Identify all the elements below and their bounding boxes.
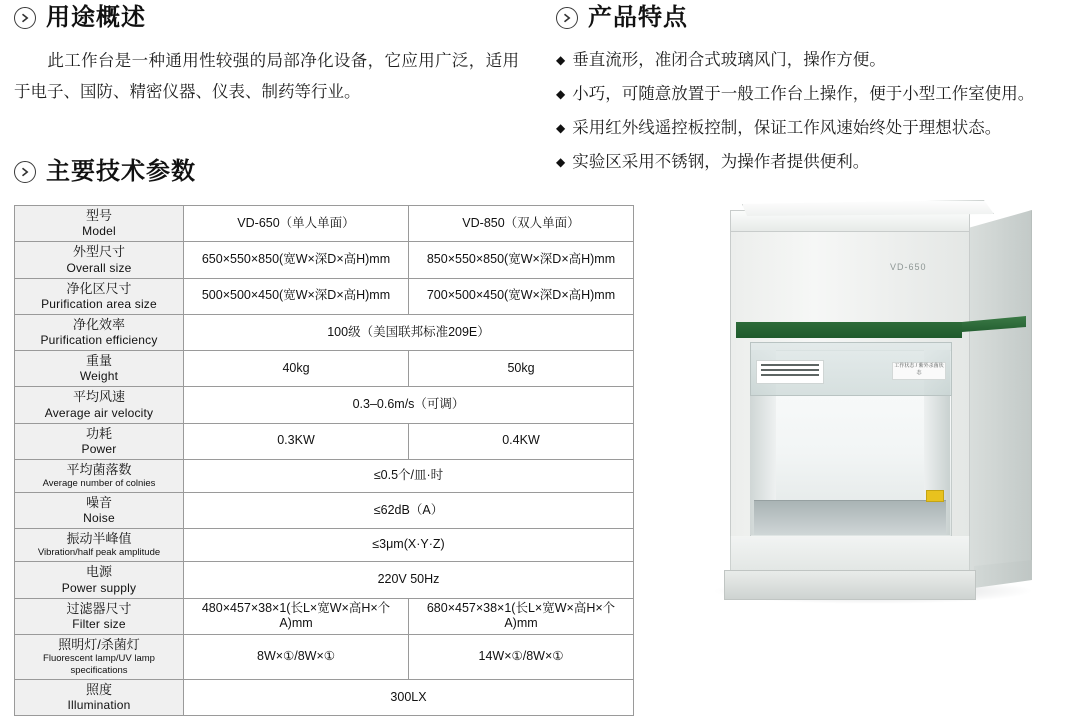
row-label-cn: 照明灯/杀菌灯: [58, 636, 140, 652]
table-row: [15, 278, 634, 314]
overview-title: 用途概述: [46, 4, 146, 31]
feature-text: 小巧，可随意放置于一般工作台上操作，便于小型工作室使用。: [572, 85, 1035, 103]
feature-text: 垂直流形，准闭合式玻璃风门，操作方便。: [572, 51, 886, 69]
row-value-col2: 0.4KW: [409, 423, 634, 459]
row-value-col1: 0.3KW: [184, 423, 409, 459]
row-label: [15, 351, 184, 387]
cabinet-brand-text: VD-650: [890, 262, 927, 272]
row-label-en: Average number of colnies: [42, 478, 156, 489]
row-label-en: Purification efficiency: [40, 333, 158, 347]
row-label: [15, 314, 184, 350]
overview-heading: [14, 6, 519, 30]
table-row: [15, 206, 634, 242]
row-label-en: Illumination: [67, 698, 131, 712]
row-label-cn: 噪音: [85, 494, 112, 510]
features-section: [556, 6, 1056, 182]
row-value-col1: VD-650（单人单面）: [184, 206, 409, 242]
row-value-merged: ≤62dB（A）: [184, 492, 634, 528]
row-label-en: Purification area size: [41, 296, 157, 311]
row-label: [15, 679, 184, 715]
row-label-en: Vibration/half peak amplitude: [37, 547, 161, 559]
row-value-col2: VD-850（双人单面）: [409, 206, 634, 242]
row-value-col1: 500×500×450(宽W×深D×高H)mm: [184, 278, 409, 314]
table-row: [15, 459, 634, 492]
feature-text: 实验区采用不锈钢，为操作者提供便利。: [572, 153, 870, 171]
row-label: [15, 598, 184, 634]
table-row: [15, 492, 634, 528]
row-label-en: Average air velocity: [44, 405, 154, 420]
table-row: [15, 598, 634, 634]
row-label: [15, 562, 184, 598]
row-label-cn: 平均菌落数: [66, 461, 132, 477]
feature-item: [556, 148, 1056, 177]
row-label: [15, 459, 184, 492]
row-label: [15, 529, 184, 562]
arrow-circle-icon: [14, 161, 36, 183]
row-label-en: Fluorescent lamp/UV lamp specifications: [43, 653, 155, 676]
row-label-cn: 电源: [85, 564, 112, 580]
feature-item: [556, 114, 1056, 143]
row-value-merged: 0.3–0.6m/s（可调）: [184, 387, 634, 423]
row-label-cn: 型号: [85, 208, 112, 223]
row-label-cn: 外型尺寸: [72, 244, 125, 260]
table-row: [15, 634, 634, 679]
feature-item: [556, 80, 1056, 109]
diamond-bullet-icon: ◆: [556, 155, 566, 169]
arrow-circle-icon: [14, 7, 36, 29]
overview-paragraph: [14, 46, 519, 108]
row-value-col2: 850×550×850(宽W×深D×高H)mm: [409, 242, 634, 278]
cabinet-side-label: 工作状态 / 紫外杀菌状态: [892, 362, 946, 380]
diamond-bullet-icon: ◆: [556, 53, 566, 67]
row-label-en: Filter size: [72, 616, 126, 631]
table-row: [15, 314, 634, 350]
cabinet-worktop: [754, 500, 946, 535]
table-row: [15, 351, 634, 387]
overview-section: [14, 6, 519, 108]
row-label-cn: 重量: [85, 353, 112, 368]
cabinet-base: [724, 570, 976, 600]
cabinet-side-panel: [968, 210, 1032, 584]
row-label-cn: 过滤器尺寸: [66, 600, 132, 616]
row-label: [15, 242, 184, 278]
row-label-en: Power: [81, 441, 117, 456]
row-value-merged: 220V 50Hz: [184, 562, 634, 598]
row-label-en: Noise: [83, 511, 115, 526]
row-label-cn: 净化效率: [72, 316, 125, 332]
row-value-col1: 40kg: [184, 351, 409, 387]
row-label: [15, 278, 184, 314]
row-label: [15, 423, 184, 459]
table-row: [15, 423, 634, 459]
product-photo: [690, 200, 1050, 620]
features-heading: [556, 6, 1056, 30]
parameters-title: 主要技术参数: [46, 158, 196, 185]
feature-text: 采用红外线遥控板控制，保证工作风速始终处于理想状态。: [572, 119, 1002, 137]
row-label-cn: 平均风速: [72, 389, 125, 405]
row-label: [15, 206, 184, 242]
row-value-merged: ≤3μm(X·Y·Z): [184, 529, 634, 562]
row-value-merged: 100级（美国联邦标准209E）: [184, 314, 634, 350]
row-label-cn: 照度: [85, 681, 112, 697]
row-label-en: Overall size: [66, 260, 132, 275]
table-row: [15, 242, 634, 278]
row-value-col2: 680×457×38×1(长L×宽W×高H×个A)mm: [409, 598, 634, 634]
feature-item: [556, 46, 1056, 75]
cabinet-green-stripe: [736, 322, 962, 338]
table-row: [15, 529, 634, 562]
diamond-bullet-icon: ◆: [556, 87, 566, 101]
row-value-col1: 650×550×850(宽W×深D×高H)mm: [184, 242, 409, 278]
cabinet-control-panel: [756, 360, 824, 384]
spec-table: [14, 205, 634, 716]
row-value-merged: 300LX: [184, 679, 634, 715]
row-value-col2: 700×500×450(宽W×深D×高H)mm: [409, 278, 634, 314]
cabinet-lower-front: [730, 536, 970, 572]
row-label-en: Weight: [79, 369, 119, 384]
row-label: [15, 492, 184, 528]
row-value-col1: 8W×①/8W×①: [184, 634, 409, 679]
parameters-heading: [14, 160, 196, 184]
row-label-en: Power supply: [61, 580, 137, 595]
diamond-bullet-icon: ◆: [556, 121, 566, 135]
row-value-merged: ≤0.5个/皿·时: [184, 459, 634, 492]
warning-sticker-icon: [926, 490, 944, 502]
row-label-en: Model: [82, 224, 116, 239]
row-label-cn: 功耗: [85, 425, 112, 441]
features-list: [556, 46, 1056, 177]
row-label: [15, 387, 184, 423]
row-value-col2: 50kg: [409, 351, 634, 387]
row-label: [15, 634, 184, 679]
row-value-col2: 14W×①/8W×①: [409, 634, 634, 679]
table-row: [15, 679, 634, 715]
row-label-cn: 振动半峰值: [66, 531, 132, 547]
table-row: [15, 562, 634, 598]
table-row: [15, 387, 634, 423]
overview-paragraph-text: 此工作台是一种通用性较强的局部净化设备，它应用广泛，适用于电子、国防、精密仪器、仪表、制药等行业。: [14, 52, 519, 101]
features-title: 产品特点: [588, 4, 688, 31]
row-label-cn: 净化区尺寸: [66, 280, 132, 296]
row-value-col1: 480×457×38×1(长L×宽W×高H×个A)mm: [184, 598, 409, 634]
arrow-circle-icon: [556, 7, 578, 29]
